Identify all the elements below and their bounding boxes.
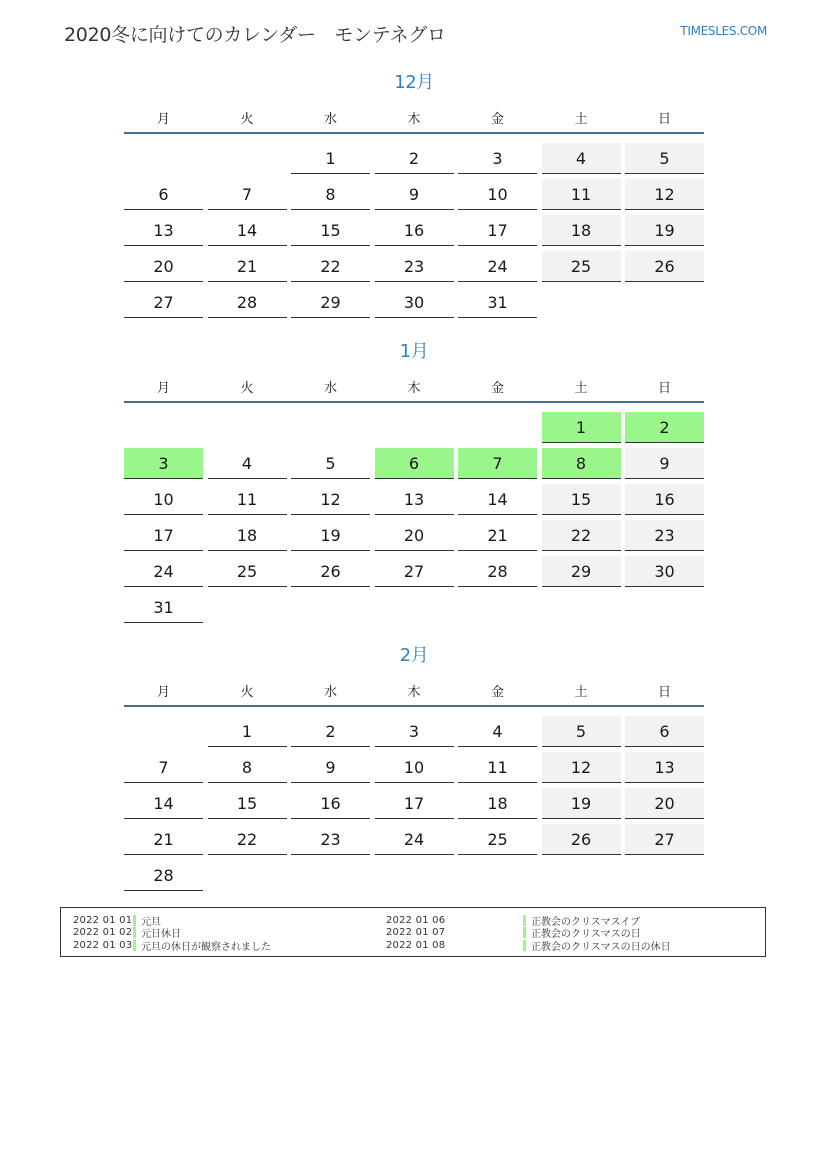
legend-column-left <box>73 914 271 952</box>
legend-column-right <box>386 914 671 952</box>
day-cell[interactable]: 1 <box>542 412 621 443</box>
legend-date: 2022 01 06 <box>386 914 446 926</box>
empty-cell <box>124 143 203 174</box>
day-cell[interactable]: 9 <box>291 752 370 783</box>
day-cell[interactable]: 27 <box>375 556 454 587</box>
day-cell[interactable]: 8 <box>208 752 287 783</box>
week-row <box>124 587 704 623</box>
day-cell[interactable]: 10 <box>124 484 203 515</box>
legend-holiday-name: 元旦の休日が観察されました <box>141 941 271 953</box>
empty-cell <box>291 592 370 623</box>
weekday-label: 金 <box>490 111 504 127</box>
empty-cell <box>542 860 621 891</box>
day-cell[interactable]: 20 <box>625 788 704 819</box>
empty-cell <box>291 412 370 443</box>
weekday-header <box>124 102 704 134</box>
day-cell[interactable]: 5 <box>291 448 370 479</box>
week-row <box>124 711 704 747</box>
legend-date: 2022 01 01 <box>73 914 133 926</box>
day-cell[interactable]: 12 <box>625 179 704 210</box>
day-cell[interactable]: 20 <box>375 520 454 551</box>
day-cell[interactable]: 5 <box>625 143 704 174</box>
week-row <box>124 407 704 443</box>
day-cell[interactable]: 26 <box>625 251 704 282</box>
weekday-label: 火 <box>240 111 254 127</box>
weekday-label: 木 <box>407 111 421 127</box>
day-cell[interactable]: 7 <box>124 752 203 783</box>
legend-holiday-name: 元旦 <box>141 916 161 928</box>
weekday-label: 火 <box>240 684 254 700</box>
day-cell[interactable]: 11 <box>458 752 537 783</box>
weekday-label: 水 <box>323 111 337 127</box>
day-cell[interactable]: 9 <box>625 448 704 479</box>
day-cell[interactable]: 16 <box>375 215 454 246</box>
empty-cell <box>625 860 704 891</box>
day-cell[interactable]: 26 <box>542 824 621 855</box>
day-cell[interactable]: 29 <box>291 287 370 318</box>
week-row <box>124 551 704 587</box>
holiday-marker-icon <box>133 915 136 926</box>
day-cell[interactable]: 22 <box>208 824 287 855</box>
empty-cell <box>291 860 370 891</box>
day-cell[interactable]: 21 <box>208 251 287 282</box>
empty-cell <box>124 716 203 747</box>
day-cell[interactable]: 27 <box>124 287 203 318</box>
legend-item <box>386 939 671 952</box>
day-grid <box>124 138 704 318</box>
empty-cell <box>625 287 704 318</box>
week-row <box>124 747 704 783</box>
day-grid <box>124 711 704 891</box>
day-cell[interactable]: 7 <box>458 448 537 479</box>
week-row <box>124 479 704 515</box>
legend-holiday-name: 正教会のクリスマスの日 <box>531 929 641 941</box>
day-cell[interactable]: 17 <box>375 788 454 819</box>
weekday-label: 水 <box>323 684 337 700</box>
empty-cell <box>208 592 287 623</box>
day-cell[interactable]: 28 <box>124 860 203 891</box>
weekday-header <box>124 675 704 707</box>
day-cell[interactable]: 19 <box>542 788 621 819</box>
page-title: 2020冬に向けてのカレンダー モンテネグロ <box>64 24 446 46</box>
week-row <box>124 443 704 479</box>
day-cell[interactable]: 12 <box>291 484 370 515</box>
day-cell[interactable]: 31 <box>458 287 537 318</box>
day-cell[interactable]: 18 <box>208 520 287 551</box>
month-february <box>124 643 704 891</box>
empty-cell <box>458 592 537 623</box>
holiday-marker-icon <box>133 927 136 938</box>
day-cell[interactable]: 23 <box>625 520 704 551</box>
day-cell[interactable]: 12 <box>542 752 621 783</box>
week-row <box>124 515 704 551</box>
week-row <box>124 246 704 282</box>
day-cell[interactable]: 6 <box>124 179 203 210</box>
day-cell[interactable]: 4 <box>208 448 287 479</box>
weekday-label: 月 <box>156 111 170 127</box>
empty-cell <box>625 592 704 623</box>
empty-cell <box>542 287 621 318</box>
empty-cell <box>458 860 537 891</box>
legend-date: 2022 01 02 <box>73 927 133 939</box>
day-cell[interactable]: 25 <box>542 251 621 282</box>
day-cell[interactable]: 2 <box>291 716 370 747</box>
week-row <box>124 855 704 891</box>
week-row <box>124 819 704 855</box>
day-cell[interactable]: 21 <box>124 824 203 855</box>
site-link[interactable]: TIMESLES.COM <box>680 24 767 38</box>
empty-cell <box>542 592 621 623</box>
day-cell[interactable]: 6 <box>375 448 454 479</box>
day-cell[interactable]: 16 <box>291 788 370 819</box>
legend-holiday-name: 元日休日 <box>141 929 181 941</box>
month-title: 12月 <box>394 72 434 93</box>
day-cell[interactable]: 22 <box>291 251 370 282</box>
day-cell[interactable]: 28 <box>208 287 287 318</box>
day-cell[interactable]: 17 <box>124 520 203 551</box>
day-cell[interactable]: 28 <box>458 556 537 587</box>
day-cell[interactable]: 5 <box>542 716 621 747</box>
day-cell[interactable]: 20 <box>124 251 203 282</box>
weekday-label: 土 <box>574 111 588 127</box>
empty-cell <box>208 860 287 891</box>
day-cell[interactable]: 13 <box>375 484 454 515</box>
day-cell[interactable]: 14 <box>208 215 287 246</box>
day-cell[interactable]: 17 <box>458 215 537 246</box>
day-cell[interactable]: 15 <box>291 215 370 246</box>
day-cell[interactable]: 3 <box>375 716 454 747</box>
empty-cell <box>375 592 454 623</box>
day-cell[interactable]: 1 <box>291 143 370 174</box>
month-title: 2月 <box>399 645 429 666</box>
empty-cell <box>124 412 203 443</box>
holiday-marker-icon <box>133 940 136 951</box>
empty-cell <box>208 143 287 174</box>
day-cell[interactable]: 22 <box>542 520 621 551</box>
day-cell[interactable]: 8 <box>542 448 621 479</box>
legend-item <box>73 939 271 952</box>
holiday-legend <box>60 907 766 957</box>
week-row <box>124 174 704 210</box>
day-cell[interactable]: 19 <box>291 520 370 551</box>
day-cell[interactable]: 8 <box>291 179 370 210</box>
day-cell[interactable]: 29 <box>542 556 621 587</box>
month-december <box>124 70 704 318</box>
day-cell[interactable]: 4 <box>458 716 537 747</box>
weekday-label: 日 <box>657 111 671 127</box>
month-january <box>124 339 704 623</box>
day-cell[interactable]: 2 <box>625 412 704 443</box>
legend-date: 2022 01 07 <box>386 927 446 939</box>
week-row <box>124 138 704 174</box>
day-cell[interactable]: 21 <box>458 520 537 551</box>
day-cell[interactable]: 24 <box>124 556 203 587</box>
day-grid <box>124 407 704 623</box>
weekday-header <box>124 371 704 403</box>
day-cell[interactable]: 7 <box>208 179 287 210</box>
day-cell[interactable]: 15 <box>208 788 287 819</box>
day-cell[interactable]: 30 <box>625 556 704 587</box>
day-cell[interactable]: 10 <box>458 179 537 210</box>
day-cell[interactable]: 30 <box>375 287 454 318</box>
day-cell[interactable]: 18 <box>542 215 621 246</box>
empty-cell <box>208 412 287 443</box>
weekday-label: 月 <box>156 684 170 700</box>
holiday-marker-icon <box>523 940 526 951</box>
empty-cell <box>458 412 537 443</box>
day-cell[interactable]: 27 <box>625 824 704 855</box>
empty-cell <box>375 860 454 891</box>
weekday-label: 土 <box>574 684 588 700</box>
day-cell[interactable]: 25 <box>458 824 537 855</box>
day-cell[interactable]: 25 <box>208 556 287 587</box>
day-cell[interactable]: 23 <box>291 824 370 855</box>
day-cell[interactable]: 13 <box>625 752 704 783</box>
day-cell[interactable]: 6 <box>625 716 704 747</box>
holiday-marker-icon <box>523 915 526 926</box>
day-cell[interactable]: 23 <box>375 251 454 282</box>
weekday-label: 月 <box>156 380 170 396</box>
day-cell[interactable]: 3 <box>124 448 203 479</box>
day-cell[interactable]: 1 <box>208 716 287 747</box>
holiday-marker-icon <box>523 927 526 938</box>
week-row <box>124 282 704 318</box>
empty-cell <box>375 412 454 443</box>
day-cell[interactable]: 11 <box>208 484 287 515</box>
week-row <box>124 210 704 246</box>
weekday-label: 水 <box>323 380 337 396</box>
day-cell[interactable]: 16 <box>625 484 704 515</box>
day-cell[interactable]: 2 <box>375 143 454 174</box>
day-cell[interactable]: 24 <box>375 824 454 855</box>
weekday-label: 木 <box>407 684 421 700</box>
day-cell[interactable]: 18 <box>458 788 537 819</box>
legend-date: 2022 01 08 <box>386 939 446 951</box>
weekday-label: 金 <box>490 380 504 396</box>
legend-holiday-name: 正教会のクリスマスの日の休日 <box>531 941 671 953</box>
day-cell[interactable]: 14 <box>458 484 537 515</box>
day-cell[interactable]: 24 <box>458 251 537 282</box>
legend-date: 2022 01 03 <box>73 939 133 951</box>
legend-holiday-name: 正教会のクリスマスイブ <box>531 916 641 928</box>
day-cell[interactable]: 9 <box>375 179 454 210</box>
day-cell[interactable]: 15 <box>542 484 621 515</box>
weekday-label: 土 <box>574 380 588 396</box>
weekday-label: 日 <box>657 380 671 396</box>
day-cell[interactable]: 10 <box>375 752 454 783</box>
weekday-label: 金 <box>490 684 504 700</box>
day-cell[interactable]: 14 <box>124 788 203 819</box>
weekday-label: 木 <box>407 380 421 396</box>
weekday-label: 火 <box>240 380 254 396</box>
day-cell[interactable]: 4 <box>542 143 621 174</box>
day-cell[interactable]: 19 <box>625 215 704 246</box>
day-cell[interactable]: 3 <box>458 143 537 174</box>
day-cell[interactable]: 11 <box>542 179 621 210</box>
weekday-label: 日 <box>657 684 671 700</box>
week-row <box>124 783 704 819</box>
day-cell[interactable]: 31 <box>124 592 203 623</box>
day-cell[interactable]: 13 <box>124 215 203 246</box>
day-cell[interactable]: 26 <box>291 556 370 587</box>
month-title: 1月 <box>399 341 429 362</box>
